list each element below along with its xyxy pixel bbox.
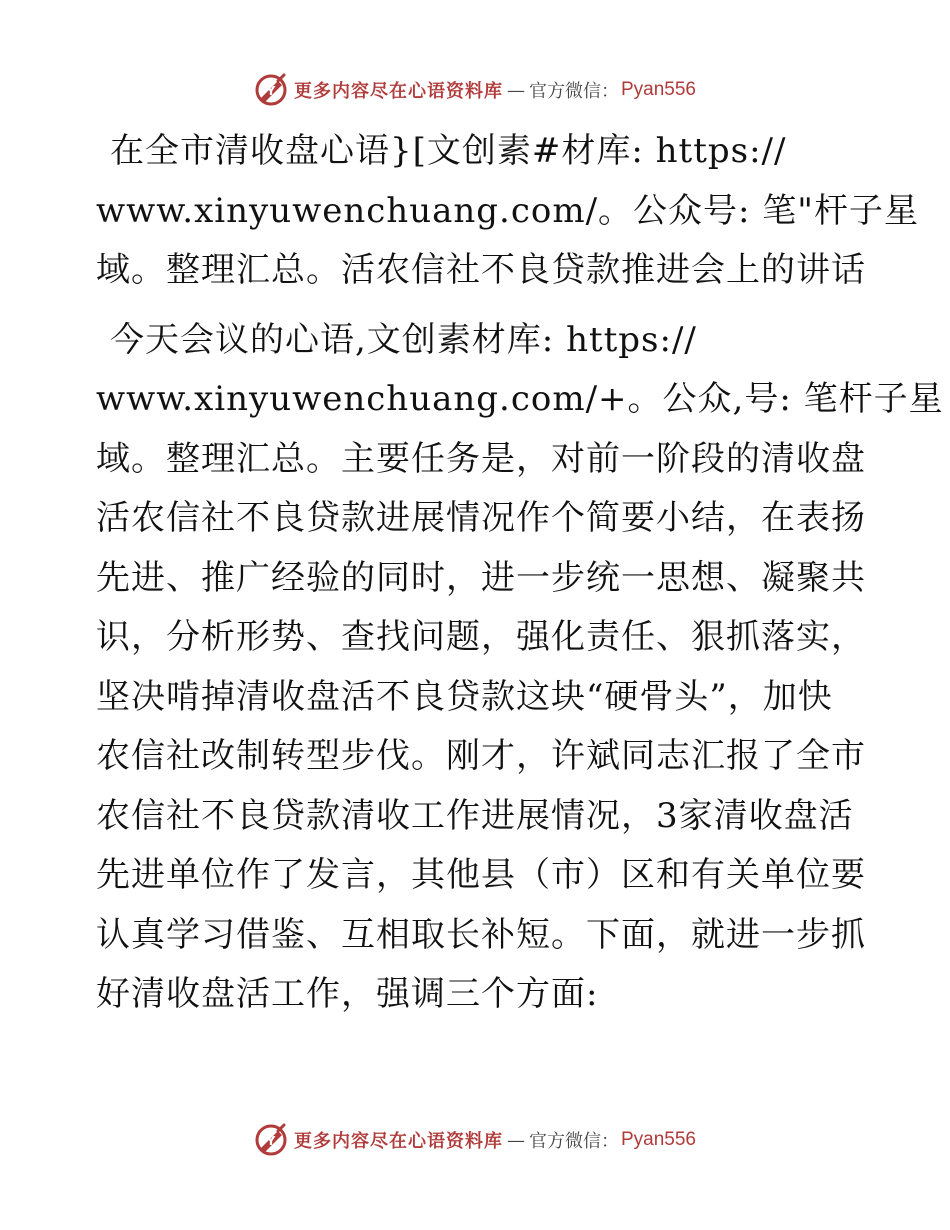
wechat-label: 官方微信： bbox=[528, 1131, 619, 1152]
paragraph-line: 坚决啃掉清收盘活不良贷款这块“硬骨头”，加快 bbox=[96, 676, 833, 717]
paragraph-line: 农信社不良贷款清收工作进展情况，3家清收盘活 bbox=[96, 795, 854, 836]
banner-separator: — bbox=[506, 79, 525, 101]
paragraph-line: www.xinyuwenchuang.com/+。公众,号: 笔杆子星 bbox=[96, 379, 944, 419]
promo-text: 更多内容尽在心语资料库 bbox=[293, 1131, 503, 1152]
svg-text:Y: Y bbox=[266, 1134, 276, 1148]
promo-text: 更多内容尽在心语资料库 bbox=[293, 81, 503, 102]
wechat-label: 官方微信： bbox=[528, 81, 619, 102]
brand-logo-icon bbox=[254, 1123, 288, 1157]
header-banner bbox=[0, 70, 950, 110]
banner-separator: — bbox=[506, 1129, 525, 1151]
brand-logo-icon bbox=[254, 73, 288, 107]
document-body bbox=[96, 122, 944, 1025]
paragraph-line: 活农信社不良贷款进展情况作个简要小结，在表扬 bbox=[96, 498, 866, 538]
svg-text:Y: Y bbox=[266, 84, 276, 98]
paragraph-line: 好清收盘活工作，强调三个方面: bbox=[96, 974, 599, 1014]
wechat-id: Pyan556 bbox=[620, 1129, 696, 1150]
paragraph-line: 域。整理汇总。主要任务是，对前一阶段的清收盘 bbox=[96, 438, 866, 479]
paragraph-line: 农信社改制转型步伐。刚才，许斌同志汇报了全市 bbox=[96, 736, 866, 776]
paragraph-line: 先进、推广经验的同时，进一步统一思想、凝聚共 bbox=[96, 557, 866, 598]
paragraph-line: 认真学习借鉴、互相取长补短。下面，就进一步抓 bbox=[96, 914, 866, 955]
title-line: 在全市清收盘心语}[文创素#材库: https:// bbox=[110, 131, 787, 171]
title-line: www.xinyuwenchuang.com/。公众号: 笔"杆子星 bbox=[96, 190, 919, 231]
wechat-id: Pyan556 bbox=[620, 79, 696, 100]
title-line: 域。整理汇总。活农信社不良贷款推进会上的讲话 bbox=[96, 250, 866, 290]
paragraph-line: 识，分析形势、查找问题，强化责任、狠抓落实， bbox=[96, 617, 866, 657]
paragraph-line: 先进单位作了发言，其他县（市）区和有关单位要 bbox=[96, 855, 866, 895]
paragraph-line: 今天会议的心语,文创素材库: https:// bbox=[110, 319, 697, 360]
footer-banner bbox=[0, 1120, 950, 1160]
